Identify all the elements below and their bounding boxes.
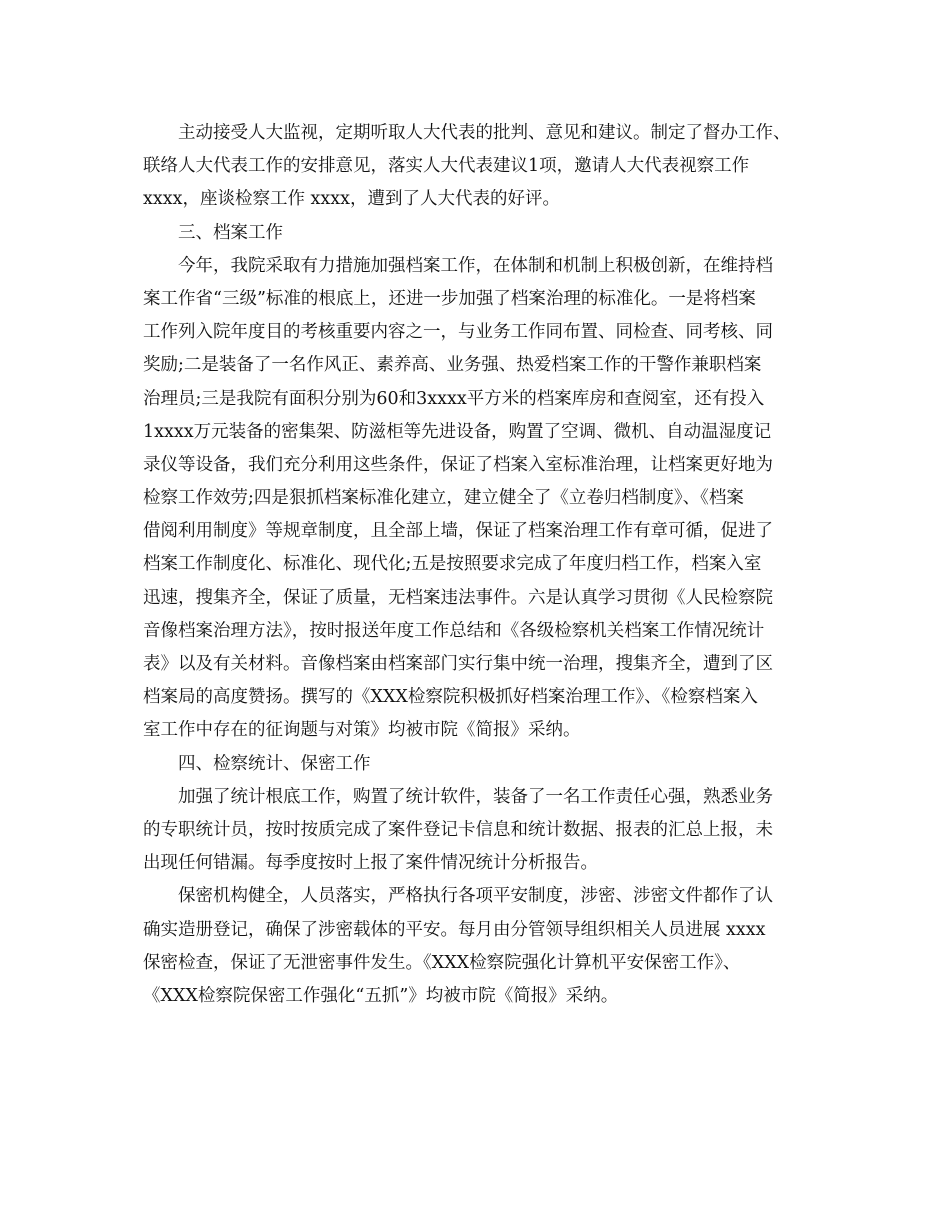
- paragraph-line: 迅速，搜集齐全，保证了质量，无档案违法事件。六是认真学习贯彻《人民检察院: [143, 587, 773, 608]
- paragraph-line: xxxx，座谈检察工作 xxxx，遭到了人大代表的好评。: [143, 189, 561, 210]
- paragraph-line: 表》以及有关材料。音像档案由档案部门实行集中统一治理，搜集齐全，遭到了区: [143, 654, 773, 674]
- section-heading-statistics-secrecy: 四、检察统计、保密工作: [178, 753, 371, 774]
- paragraph-line: 档案工作制度化、标准化、现代化;五是按照要求完成了年度归档工作，档案入室: [143, 554, 762, 575]
- paragraph-line: 确实造册登记，确保了涉密载体的平安。每月由分管领导组织相关人员进展 xxxx: [143, 919, 766, 940]
- paragraph-line: 出现任何错漏。每季度按时上报了案件情况统计分析报告。: [143, 853, 598, 874]
- paragraph-line: 联络人大代表工作的安排意见，落实人大代表建议1项，邀请人大代表视察工作: [143, 156, 750, 177]
- paragraph-line: 音像档案治理方法》，按时报送年度工作总结和《各级检察机关档案工作情况统计: [143, 620, 765, 641]
- paragraph-line: 保密机构健全，人员落实，严格执行各项平安制度，涉密、涉密文件都作了认: [178, 886, 773, 907]
- paragraph-line: 治理员;三是我院有面积分别为60和3xxxx平方米的档案库房和查阅室，还有投入: [143, 388, 765, 409]
- paragraph-line: 室工作中存在的征询题与对策》均被市院《简报》采纳。: [143, 720, 581, 741]
- paragraph-line: 检察工作效劳;四是狠抓档案标准化建立，建立健全了《立卷归档制度》、《档案: [143, 488, 744, 509]
- paragraph-line: 保密检查，保证了无泄密事件发生。《XXX检察院强化计算机平安保密工作》、: [143, 952, 741, 973]
- section-heading-archives: 三、档案工作: [178, 222, 283, 243]
- paragraph-line: 1xxxx万元装备的密集架、防滋柜等先进设备，购置了空调、微机、自动温湿度记: [143, 421, 772, 442]
- paragraph-line: 档案局的高度赞扬。撰写的《XXX检察院积极抓好档案治理工作》、《检察档案入: [143, 687, 758, 708]
- paragraph-line: 借阅利用制度》等规章制度，且全部上墙，保证了档案治理工作有章可循，促进了: [143, 521, 773, 542]
- paragraph-line: 主动接受人大监视，定期听取人大代表的批判、意见和建议。制定了督办工作、: [178, 123, 791, 143]
- paragraph-line: 加强了统计根底工作，购置了统计软件，装备了一名工作责任心强，熟悉业务: [178, 786, 773, 807]
- paragraph-line: 的专职统计员，按时按质完成了案件登记卡信息和统计数据、报表的汇总上报，未: [143, 819, 773, 840]
- paragraph-line: 今年，我院采取有力措施加强档案工作，在体制和机制上积极创新，在维持档: [178, 255, 773, 276]
- paragraph-line: 案工作省“三级”标准的根底上，还进一步加强了档案治理的标准化。一是将档案: [143, 288, 756, 309]
- paragraph-line: 《XXX检察院保密工作强化“五抓”》均被市院《简报》采纳。: [143, 985, 619, 1006]
- document-body: [143, 117, 819, 1013]
- paragraph-line: 奖励;二是装备了一名作风正、素养高、业务强、热爱档案工作的干警作兼职档案: [143, 355, 762, 376]
- paragraph-line: 工作列入院年度目的考核重要内容之一，与业务工作同布置、同检查、同考核、同: [143, 322, 773, 343]
- paragraph-line: 录仪等设备，我们充分利用这些条件，保证了档案入室标准治理，让档案更好地为: [143, 454, 773, 475]
